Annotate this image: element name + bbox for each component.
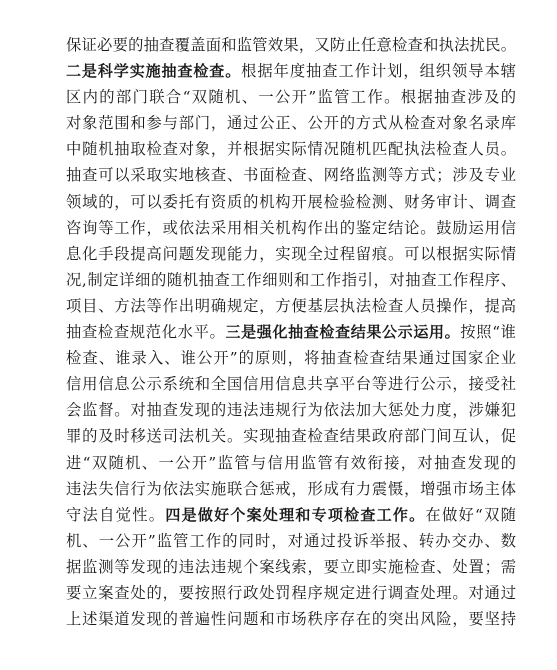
text-run: 会监督。对抽查发现的违法违规行为依法加大惩处力度，涉嫌犯 bbox=[66, 401, 516, 420]
text-line bbox=[66, 241, 516, 267]
text-run: 违法失信行为依法实施联合惩戒，形成有力震慑，增强市场主体 bbox=[66, 479, 516, 498]
text-line bbox=[66, 554, 516, 580]
bold-heading-run: 三是强化抽查检查结果公示运用。 bbox=[225, 323, 461, 342]
text-line bbox=[66, 476, 516, 502]
text-line bbox=[66, 84, 516, 110]
body-text bbox=[66, 32, 516, 632]
text-line bbox=[66, 528, 516, 554]
text-line bbox=[66, 215, 516, 241]
text-run: 领域的，可以委托有资质的机构开展检验检测、财务审计、调查 bbox=[66, 192, 516, 211]
text-line bbox=[66, 319, 516, 345]
text-run: 抽查检查规范化水平。 bbox=[66, 323, 226, 342]
text-line bbox=[66, 58, 516, 84]
text-run: 要立案查处的，要按照行政处罚程序规定进行调查处理。对通过 bbox=[66, 583, 516, 602]
text-line bbox=[66, 606, 516, 632]
text-line bbox=[66, 110, 516, 136]
text-run: 上述渠道发现的普遍性问题和市场秩序存在的突出风险，要坚持 bbox=[66, 610, 516, 629]
text-run: 罪的及时移送司法机关。实现抽查检查结果政府部门间互认，促 bbox=[66, 427, 516, 446]
text-line bbox=[66, 32, 516, 58]
text-line bbox=[66, 189, 516, 215]
text-run: 信用信息公示系统和全国信用信息共享平台等进行公示，接受社 bbox=[66, 375, 516, 394]
text-line bbox=[66, 267, 516, 293]
text-run: 抽查可以采取实地核查、书面检查、网络监测等方式；涉及专业 bbox=[66, 166, 516, 185]
text-line bbox=[66, 293, 516, 319]
text-run: 对象范围和参与部门，通过公正、公开的方式从检查对象名录库 bbox=[66, 114, 516, 133]
text-run: 据监测等发现的违法违规个案线索，要立即实施检查、处置；需 bbox=[66, 557, 516, 576]
text-line bbox=[66, 397, 516, 423]
text-run: 保证必要的抽查覆盖面和监管效果，又防止任意检查和执法扰民。 bbox=[66, 36, 516, 54]
text-run: 咨询等工作，或依法采用相关机构作出的鉴定结论。鼓励运用信 bbox=[66, 218, 516, 237]
text-run: 机、一公开”监管工作的同时，对通过投诉举报、转办交办、数 bbox=[66, 531, 516, 550]
text-run: 按照“谁 bbox=[460, 323, 516, 342]
text-line bbox=[66, 580, 516, 606]
text-line bbox=[66, 371, 516, 397]
text-line bbox=[66, 136, 516, 162]
text-line bbox=[66, 502, 516, 528]
text-line bbox=[66, 450, 516, 476]
text-line bbox=[66, 345, 516, 371]
text-run: 项目、方法等作出明确规定，方便基层执法检查人员操作，提高 bbox=[66, 296, 516, 315]
text-run: 况,制定详细的随机抽查工作细则和工作指引，对抽查工作程序、 bbox=[66, 270, 516, 289]
text-run: 息化手段提高问题发现能力，实现全过程留痕。可以根据实际情 bbox=[66, 244, 516, 263]
text-run: 检查、谁录入、谁公开”的原则，将抽查检查结果通过国家企业 bbox=[66, 349, 516, 368]
bold-heading-run: 四是做好个案处理和专项检查工作。 bbox=[165, 505, 426, 524]
text-run: 进“双随机、一公开”监管与信用监管有效衔接，对抽查发现的 bbox=[66, 453, 516, 472]
text-run: 根据年度抽查工作计划，组织领导本辖 bbox=[241, 62, 516, 81]
text-line bbox=[66, 423, 516, 449]
bold-heading-run: 二是科学实施抽查检查。 bbox=[66, 62, 242, 81]
text-run: 在做好“双随 bbox=[425, 505, 516, 524]
text-line bbox=[66, 162, 516, 188]
text-run: 中随机抽取检查对象，并根据实际情况随机匹配执法检查人员。 bbox=[66, 140, 516, 159]
text-run: 区内的部门联合“双随机、一公开”监管工作。根据抽查涉及的 bbox=[66, 88, 516, 107]
text-run: 守法自觉性。 bbox=[66, 505, 166, 524]
